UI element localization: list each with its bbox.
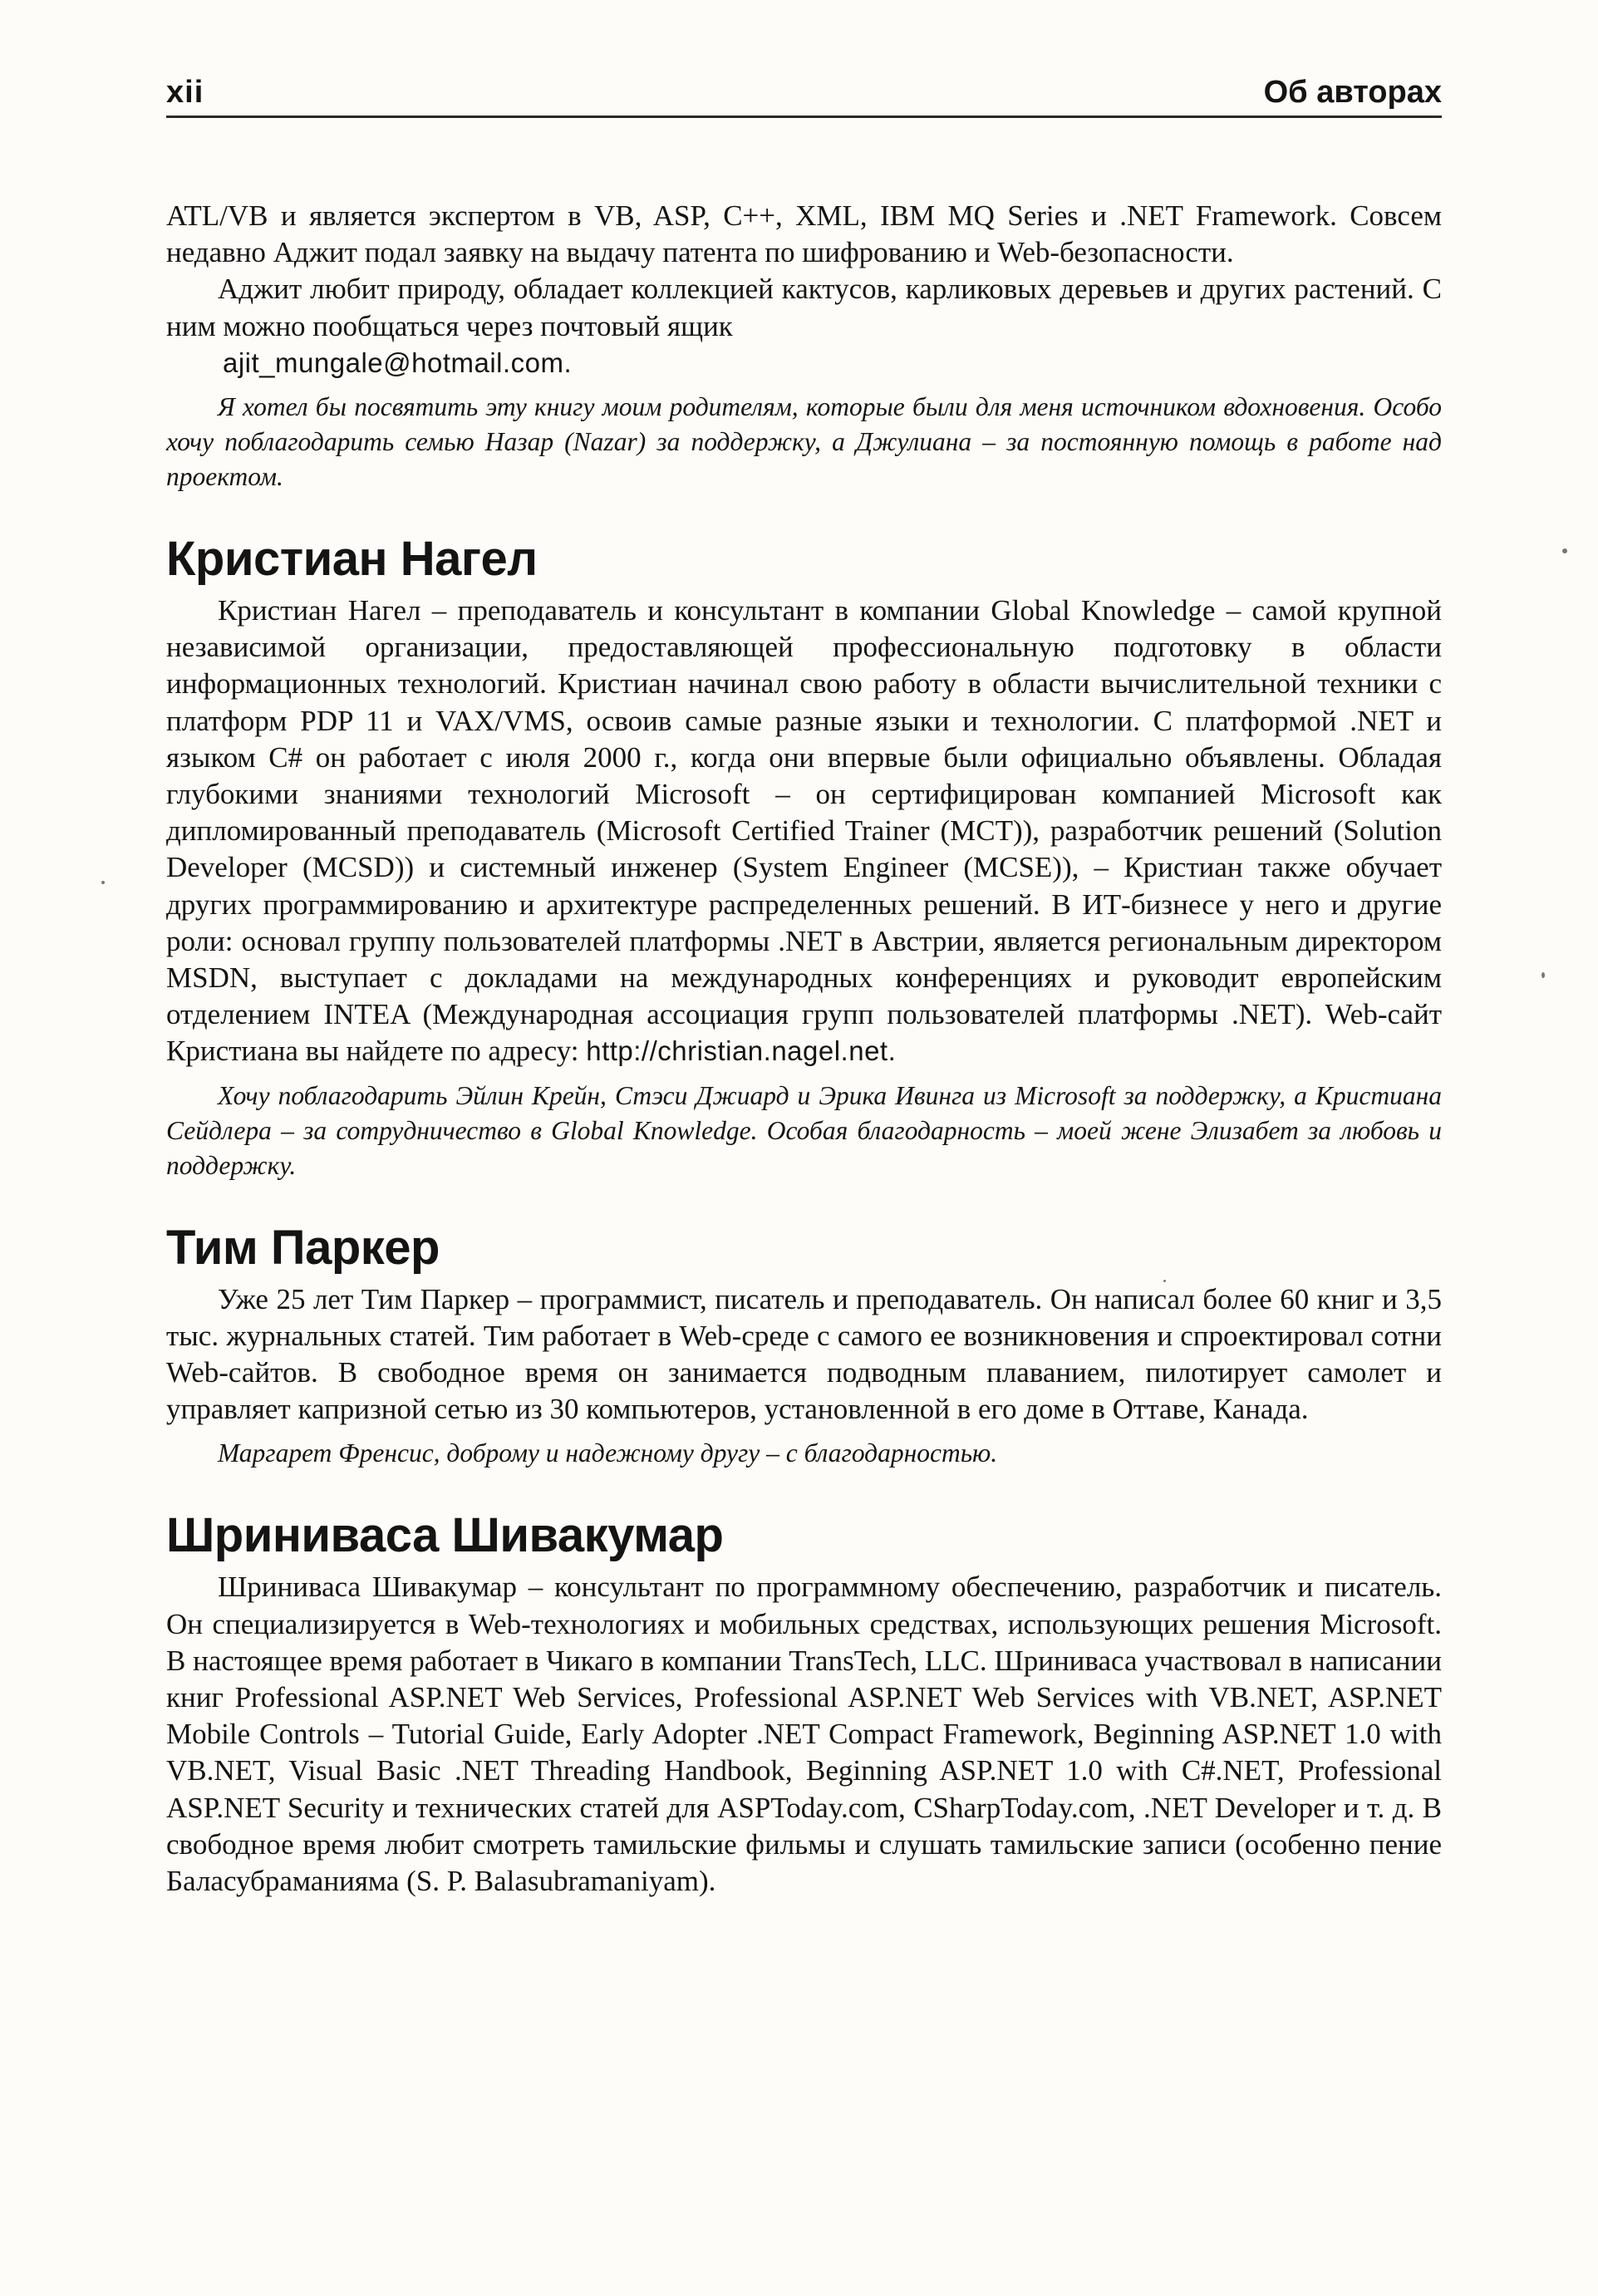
shivakumar-bio: Шриниваса Шивакумар – консультант по программному обеспечению, разработчик и писатель. Он специализируется в Web-технологиях и мобильных средствах, использующих решения Microsoft. В настоящее время работает в Чикаго в компании TransTech, LLC. Шриниваса участвовал в написании книг Professional ASP.NET Web Services, Professional ASP.NET Web Services with VB.NET, ASP.NET Mobile Controls – Tutorial Guide, Early Adopter .NET Compact Framework, Beginning ASP.NET 1.0 with VB.NET, Visual Basic .NET Threading Handbook, Beginning ASP.NET 1.0 with C#.NET, Professional ASP.NET Security и технических статей для ASPToday.com, CSharpToday.com, .NET Developer и т. д. В свободное время любит смотреть тамильские фильмы и слушать тамильские записи (особенно пение Баласубраманияма (S. P. Balasubramaniyam). — [166, 1571, 1442, 1898]
email-line — [166, 345, 1442, 381]
parker-bio: Уже 25 лет Тим Паркер – программист, писатель и преподаватель. Он написал более 60 книг и 3,5 тыс. журнальных статей. Тим работает в Web-среде с самого ее возникновения и спроектировал сотни Web-сайтов. В свободное время он занимается подводным плаванием, пилотирует самолет и управляет капризной сетью из 30 компьютеров, установленной в его доме в Оттаве, Канада. — [166, 1282, 1442, 1426]
intro-paragraph-2: Аджит любит природу, обладает коллекцией кактусов, карликовых деревьев и других растений. С ним можно пообщаться через почтовый ящик — [166, 273, 1442, 342]
scan-speck — [1562, 548, 1567, 553]
nagel-website-link[interactable]: http://christian.nagel.net. — [586, 1035, 897, 1067]
intro-dedication: Я хотел бы посвятить эту книгу моим родителям, которые были для меня источником вдохновения. Особо хочу поблагодарить семью Назар (Nazar) за поддержку, а Джулиана – за постоянную помощь в работе над проектом. — [166, 392, 1442, 492]
section-heading-nagel: Кристиан Нагел — [166, 532, 538, 587]
section-title: Об авторах — [1263, 75, 1442, 110]
nagel-bio — [166, 592, 1442, 1070]
scan-speck — [1541, 972, 1545, 978]
section-heading-parker: Тим Паркер — [166, 1220, 440, 1275]
section-heading-shivakumar: Шриниваса Шивакумар — [166, 1508, 724, 1563]
scan-speck — [101, 881, 105, 884]
nagel-dedication: Хочу поблагодарить Эйлин Крейн, Стэси Джиард и Эрика Ивинга из Microsoft за поддержку, а Кристиана Сейдлера – за сотрудничество в Global Knowledge. Особая благодарность – моей жене Элизабет за любовь и поддержку. — [166, 1080, 1442, 1180]
page-body — [166, 198, 1442, 1900]
nagel-bio-text: Кристиан Нагел – преподаватель и консультант в компании Global Knowledge – самой крупной независимой организации, предоставляющей профессиональную подготовку в области информационных технологий. Кристиан начинал свою работу в области вычислительной техники с платформ PDP 11 и VAX/VMS, освоив самые разные языки и технологии. С платформой .NET и языком C# он работает с июля 2000 г., когда они впервые были официально объявлены. Обладая глубокими знаниями технологий Microsoft – он сертифицирован компанией Microsoft как дипломированный преподаватель (Microsoft Certified Trainer (MCT)), разработчик решений (Solution Developer (MCSD)) и системный инженер (System Engineer (MCSE)), – Кристиан также обучает других программированию и архитектуре распределенных решений. В ИТ-бизнесе у него и другие роли: основал группу пользователей платформы .NET в Австрии, является региональным директором MSDN, выступает с докладами на международных конференциях и руководит европейским отделением INTEA (Международная ассоциация групп пользователей платформы .NET). Web-сайт Кристиана вы найдете по адресу: — [166, 594, 1442, 1068]
author-email-link[interactable]: ajit_mungale@hotmail.com. — [223, 347, 573, 378]
parker-dedication: Маргарет Френсис, доброму и надежному другу – с благодарностью. — [218, 1438, 998, 1468]
book-page — [166, 0, 1442, 2296]
page-number: xii — [166, 75, 204, 110]
scan-speck — [1163, 1280, 1166, 1282]
intro-paragraph-1: ATL/VB и является экспертом в VB, ASP, C++, XML, IBM MQ Series и .NET Framework. Совсем недавно Аджит подал заявку на выдачу патента по шифрованию и Web-безопасности. — [166, 199, 1442, 269]
running-header — [166, 73, 1442, 118]
